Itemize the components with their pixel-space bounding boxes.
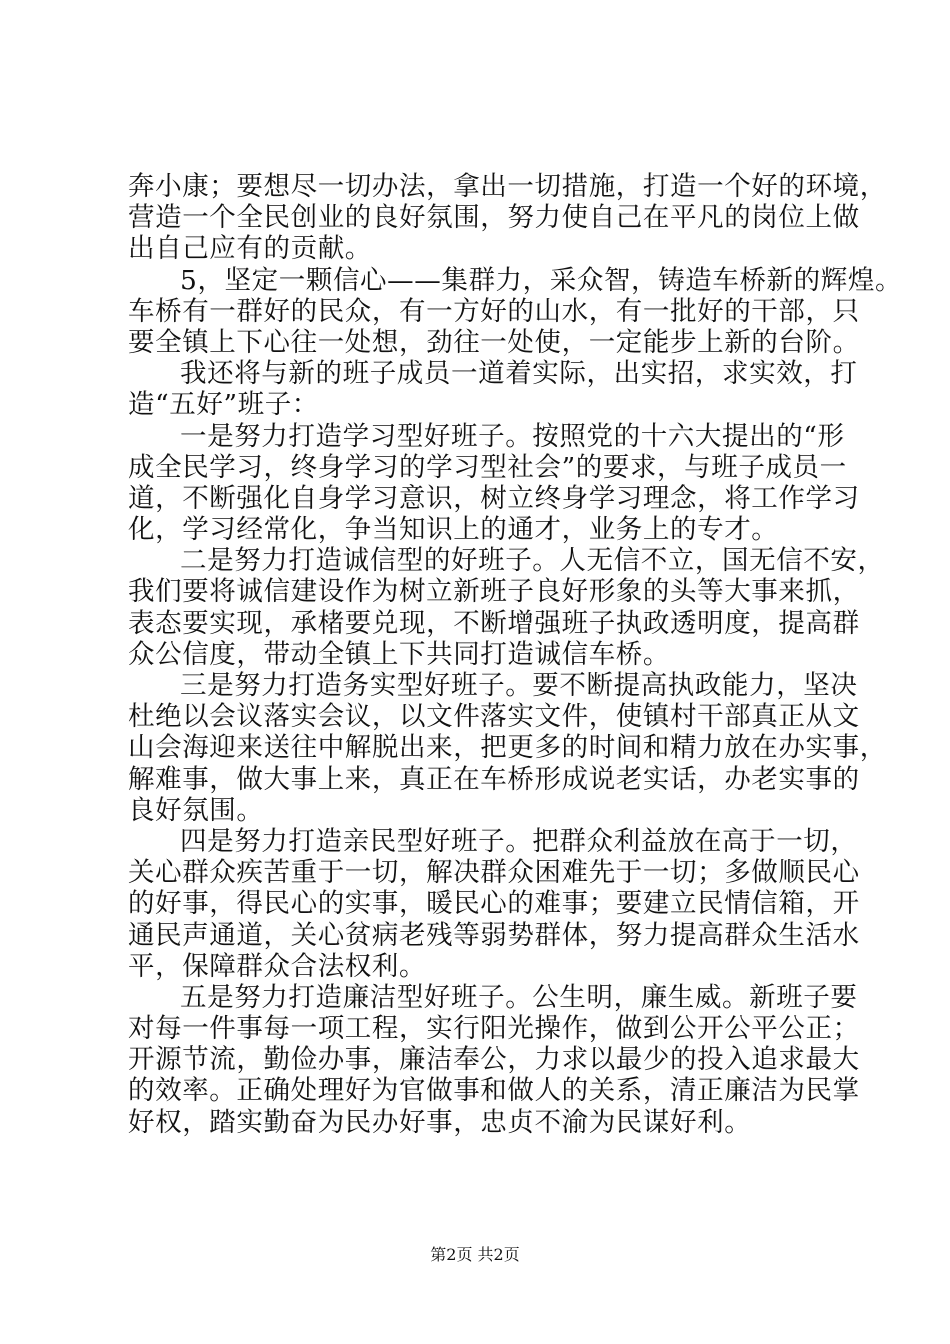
text-line: 山会海迎来送往中解脱出来，把更多的时间和精力放在办实事， [128, 732, 887, 764]
text-line: 道，不断强化自身学习意识，树立终身学习理念，将工作学习 [128, 482, 860, 514]
text-line: 成全民学习，终身学习的学习型社会”的要求，与班子成员一 [128, 451, 847, 483]
text-line: 好权，踏实勤奋为民办好事，忠贞不渝为民谋好利。 [128, 1106, 752, 1138]
text-line: 对每一件事每一项工程，实行阳光操作，做到公开公平公正； [128, 1013, 860, 1045]
text-line: 平，保障群众合法权利。 [128, 950, 427, 982]
paragraph-start-line: 二是努力打造诚信型的好班子。人无信不立，国无信不安， [180, 545, 885, 577]
text-line: 我们要将诚信建设作为树立新班子良好形象的头等大事来抓， [128, 576, 860, 608]
text-line: 表态要实现，承楮要兑现，不断增强班子执政透明度，提高群 [128, 607, 860, 639]
text-line: 营造一个全民创业的良好氛围，努力使自己在平凡的岗位上做 [128, 202, 860, 234]
text-line: 通民声通道，关心贫病老残等弱势群体，努力提高群众生活水 [128, 919, 860, 951]
text-line: 车桥有一群好的民众，有一方好的山水，有一批好的干部，只 [128, 295, 860, 327]
text-line: 开源节流，勤俭办事，廉洁奉公，力求以最少的投入追求最大 [128, 1044, 860, 1076]
text-line: 众公信度，带动全镇上下共同打造诚信车桥。 [128, 638, 670, 670]
text-line: 化，学习经常化，争当知识上的通才，业务上的专才。 [128, 514, 779, 546]
text-line: 造“五好”班子： [128, 389, 319, 421]
text-line: 的好事，得民心的实事，暖民心的难事；要建立民情信箱，开 [128, 888, 860, 920]
paragraph-start-line: 一是努力打造学习型好班子。按照党的十六大提出的“形 [180, 420, 845, 452]
paragraph-start-line: 三是努力打造务实型好班子。要不断提高执政能力，坚决 [180, 670, 858, 701]
text-line: 奔小康；要想尽一切办法，拿出一切措施，打造一个好的环境， [128, 171, 887, 202]
paragraph-start-line: 我还将与新的班子成员一道着实际，出实招，求实效，打 [180, 358, 858, 390]
text-line: 出自己应有的贡献。 [128, 233, 372, 265]
text-line: 的效率。正确处理好为官做事和做人的关系，清正廉洁为民掌 [128, 1075, 860, 1107]
page-number-footer: 第2页 共2页 [430, 1245, 520, 1264]
text-line: 杜绝以会议落实会议，以文件落实文件，使镇村干部真正从文 [128, 701, 860, 733]
document-body [128, 171, 903, 1138]
text-line: 解难事，做大事上来，真正在车桥形成说老实话，办老实事的 [128, 763, 860, 795]
paragraph-start-line: 5，坚定一颗信心——集群力，采众智，铸造车桥新的辉煌。 [180, 264, 903, 296]
text-line: 关心群众疾苦重于一切，解决群众困难先于一切；多做顺民心 [128, 857, 860, 889]
paragraph-start-line: 五是努力打造廉洁型好班子。公生明，廉生威。新班子要 [180, 981, 858, 1013]
paragraph-start-line: 四是努力打造亲民型好班子。把群众利益放在高于一切， [180, 825, 858, 857]
text-line: 良好氛围。 [128, 794, 264, 826]
text-line: 要全镇上下心往一处想，劲往一处使，一定能步上新的台阶。 [128, 326, 860, 358]
